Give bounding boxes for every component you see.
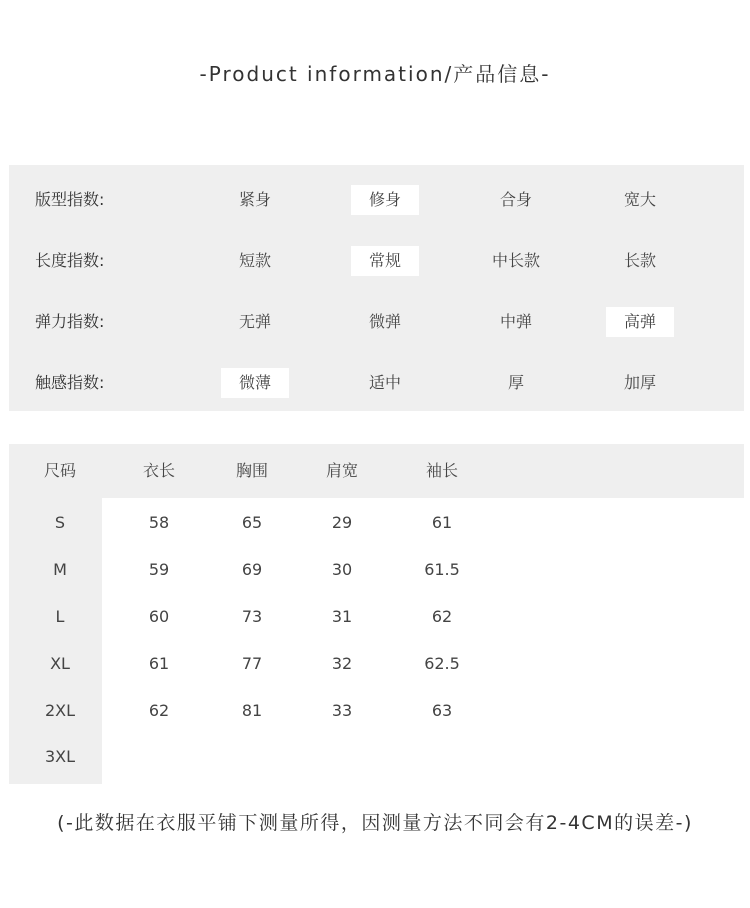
index-row-label: 版型指数: [35,190,105,209]
size-table-value-cell: 61 [148,654,170,673]
size-table-value-cell: 62 [148,701,170,720]
index-option: 加厚 [623,373,656,392]
index-row [9,363,744,403]
size-table-value-cell [119,742,199,772]
size-table-value-cell: 33 [331,701,353,720]
index-option: 宽大 [623,190,656,209]
size-table-value-cell: 31 [331,607,353,626]
index-option-selected: 修身 [351,185,419,215]
index-row [9,302,744,342]
size-table-size-cell: S [54,513,66,532]
size-table-value-cell: 32 [331,654,353,673]
index-option-selected: 微薄 [221,368,289,398]
size-table-value-cell: 61.5 [424,560,460,579]
index-row-label: 弹力指数: [35,312,105,331]
size-table-header-cell: 胸围 [235,461,268,480]
size-table-value-cell: 77 [241,654,263,673]
size-table-value-cell: 62.5 [424,654,460,673]
size-table [9,444,744,784]
size-table-value-cell [212,742,292,772]
size-table-value-cell: 59 [148,560,170,579]
size-table-value-cell [402,742,482,772]
index-option: 短款 [238,251,271,270]
size-table-value-cell: 58 [148,513,170,532]
index-option: 微弹 [368,312,401,331]
size-table-value-cell: 69 [241,560,263,579]
size-table-value-cell: 29 [331,513,353,532]
index-option: 厚 [507,373,524,392]
index-option-selected: 常规 [351,246,419,276]
size-table-value-cell: 63 [431,701,453,720]
index-row [9,180,744,220]
size-table-header-cell: 袖长 [425,461,458,480]
size-table-value-cell: 65 [241,513,263,532]
size-table-value-cell: 30 [331,560,353,579]
index-option-selected: 高弹 [606,307,674,337]
size-table-value-cell [302,742,382,772]
size-table-size-cell: M [53,560,67,579]
size-table-value-cell: 62 [431,607,453,626]
size-table-value-cell: 81 [241,701,263,720]
index-option: 紧身 [238,190,271,209]
index-option: 合身 [499,190,532,209]
size-table-header-cell: 尺码 [43,461,76,480]
index-option: 中弹 [499,312,532,331]
size-table-size-cell: XL [50,654,70,673]
size-table-value-cell: 73 [241,607,263,626]
size-table-header-cell: 肩宽 [325,461,358,480]
index-row [9,241,744,281]
size-table-size-cell: L [55,607,65,626]
index-option: 无弹 [238,312,271,331]
size-table-size-cell: 2XL [44,701,76,720]
size-table-header-cell: 衣长 [142,461,175,480]
index-option: 适中 [368,373,401,392]
index-row-label: 长度指数: [35,251,105,270]
index-option: 中长款 [491,251,540,270]
size-table-value-cell: 61 [431,513,453,532]
size-table-value-cell: 60 [148,607,170,626]
product-index-panel [9,165,744,411]
index-row-label: 触感指数: [35,373,105,392]
size-table-size-cell: 3XL [44,747,76,766]
page-title: -Product information/产品信息- [199,62,551,86]
measurement-note: (-此数据在衣服平铺下测量所得，因测量方法不同会有2-4CM的误差-) [57,812,693,834]
index-option: 长款 [623,251,656,270]
